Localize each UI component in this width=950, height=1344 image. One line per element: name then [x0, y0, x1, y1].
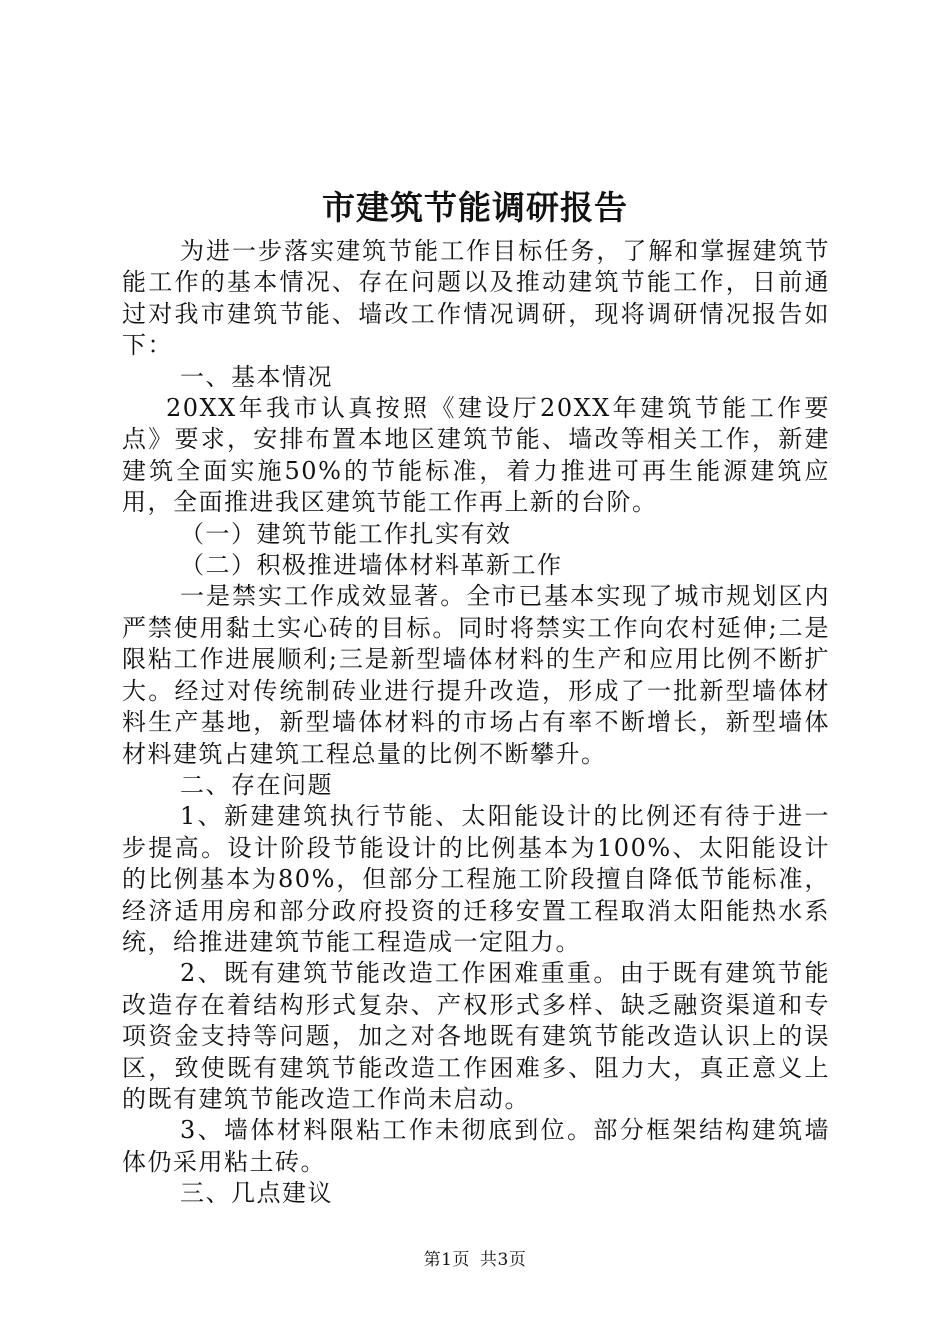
page-total: 共3页: [480, 1250, 527, 1270]
subheading-energy-saving: （一）建筑节能工作扎实有效: [180, 519, 512, 548]
section-heading-problems: 二、存在问题: [180, 770, 333, 799]
basic-situation-paragraph: 20XX年我市认真按照《建设厅20XX年建筑节能工作要点》要求，安排布置本地区建筑节能、墙改等相关工作，新建建筑全面实施50%的节能标准，着力推进可再生能源建筑应用，全面推进我区建筑节能工作再上新的台阶。: [122, 394, 830, 517]
document-title: 市建筑节能调研报告: [322, 188, 628, 227]
page-footer: [0, 1245, 950, 1270]
intro-paragraph: 为进一步落实建筑节能工作目标任务，了解和掌握建筑节能工作的基本情况、存在问题以及推动建筑节能工作，日前通过对我市建筑节能、墙改工作情况调研，现将调研情况报告如下：: [122, 237, 830, 360]
problem-paragraph-3: 3、墙体材料限粘工作未彻底到位。部分框架结构建筑墙体仍采用粘土砖。: [122, 1116, 830, 1176]
problem-paragraph-1: 1、新建建筑执行节能、太阳能设计的比例还有待于进一步提高。设计阶段节能设计的比例基本为100%、太阳能设计的比例基本为80%，但部分工程施工阶段擅自降低节能标准，经济适用房和部分政府投资的迁移安置工程取消太阳能热水系统，给推进建筑节能工程造成一定阻力。: [122, 802, 830, 956]
problem-paragraph-2: 2、既有建筑节能改造工作困难重重。由于既有建筑节能改造存在着结构形式复杂、产权形式多样、缺乏融资渠道和专项资金支持等问题，加之对各地既有建筑节能改造认识上的误区，致使既有建筑节能改造工作困难多、阻力大，真正意义上的既有建筑节能改造工作尚未启动。: [122, 959, 830, 1113]
section-heading-basic-situation: 一、基本情况: [180, 362, 333, 391]
wall-materials-paragraph: 一是禁实工作成效显著。全市已基本实现了城市规划区内严禁使用黏土实心砖的目标。同时将禁实工作向农村延伸;二是限粘工作进展顺利;三是新型墙体材料的生产和应用比例不断扩大。经过对传统制砖业进行提升改造，形成了一批新型墙体材料生产基地，新型墙体材料的市场占有率不断增长，新型墙体材料建筑占建筑工程总量的比例不断攀升。: [122, 582, 830, 768]
document-body: [122, 236, 830, 1210]
subheading-wall-materials: （二）积极推进墙体材料革新工作: [180, 551, 563, 580]
page-number: 第1页: [423, 1250, 470, 1270]
section-heading-suggestions: 三、几点建议: [180, 1179, 333, 1208]
